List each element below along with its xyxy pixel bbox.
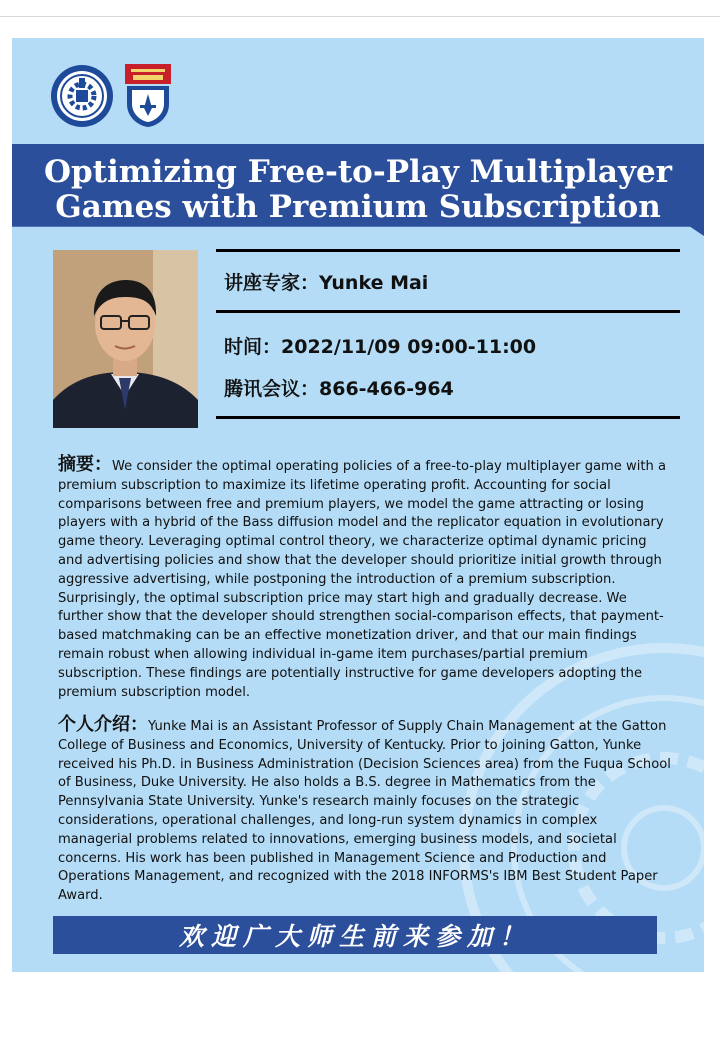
abstract-section <box>58 456 674 702</box>
speaker-label: 讲座专家： <box>224 272 320 294</box>
bio-section <box>58 716 674 906</box>
speaker-line <box>224 271 428 295</box>
title-line-2: Games with Premium Subscription <box>55 189 661 225</box>
info-rule-top <box>216 249 680 252</box>
meeting-label: 腾讯会议： <box>224 378 320 400</box>
welcome-banner <box>53 916 657 954</box>
top-divider <box>0 16 720 17</box>
meeting-id: 866-466-964 <box>319 378 454 400</box>
speaker-name: Yunke Mai <box>319 272 429 294</box>
seminar-poster <box>12 38 704 972</box>
time-value: 2022/11/09 09:00-11:00 <box>281 336 537 358</box>
speaker-portrait-icon <box>53 250 198 428</box>
info-rule-middle <box>216 310 680 313</box>
time-label: 时间： <box>224 336 282 358</box>
management-school-logo-icon <box>125 64 171 128</box>
bio-label: 个人介绍： <box>58 714 148 735</box>
time-line <box>224 335 536 359</box>
bio-text: Yunke Mai is an Assistant Professor of Supply Chain Management at the Gatton College of Business and Economics, University of Kentucky. Prior to joining Gatton, Yunke received his Ph.D. in Business Administration (Decision Sciences area) from the Fuqua School of Business, Duke University. He also holds a B.S. degree in Mathematics from the Pennsylvania State University. Yunke's research mainly focuses on the strategic considerations, operational challenges, and long-run system dynamics in complex managerial problems related to innovations, emerging business models, and societal concerns. His work has been published in Management Science and Production and Operations Management, and recognized with the 2018 INFORMS's IBM Best Student Paper Award. <box>58 719 671 904</box>
abstract-text: We consider the optimal operating policies of a free-to-play multiplayer game with a premium subscription to maximize its lifetime operating profit. Accounting for social comparisons between free and premium players, we model the game attracting or losing players with a hybrid of the Bass diffusion model and the replicator equation in evolutionary game theory. Leveraging optimal control theory, we characterize optimal dynamic pricing and advertising policies and show that the developer should prioritize initial growth through aggressive advertising, while postponing the introduction of a premium subscription. Surprisingly, the optimal subscription price may start high and gradually decrease. We further show that the developer should strengthen social-comparison effects, that payment-based matchmaking can be an effective monetization driver, and that our main findings remain robust when allowing individual in-game item purchases/partial premium subscription. These findings are potentially instructive for game developers adopting the premium subscription model. <box>58 459 666 700</box>
info-rule-bottom <box>216 416 680 419</box>
abstract-label: 摘要： <box>58 454 112 475</box>
meeting-line <box>224 377 454 401</box>
title-line-1: Optimizing Free-to-Play Multiplayer <box>43 154 673 190</box>
welcome-text: 欢迎广大师生前来参加！ <box>178 922 531 951</box>
sjtu-seal-logo-icon <box>50 64 114 128</box>
speaker-photo <box>53 250 198 428</box>
poster-title <box>12 155 704 225</box>
